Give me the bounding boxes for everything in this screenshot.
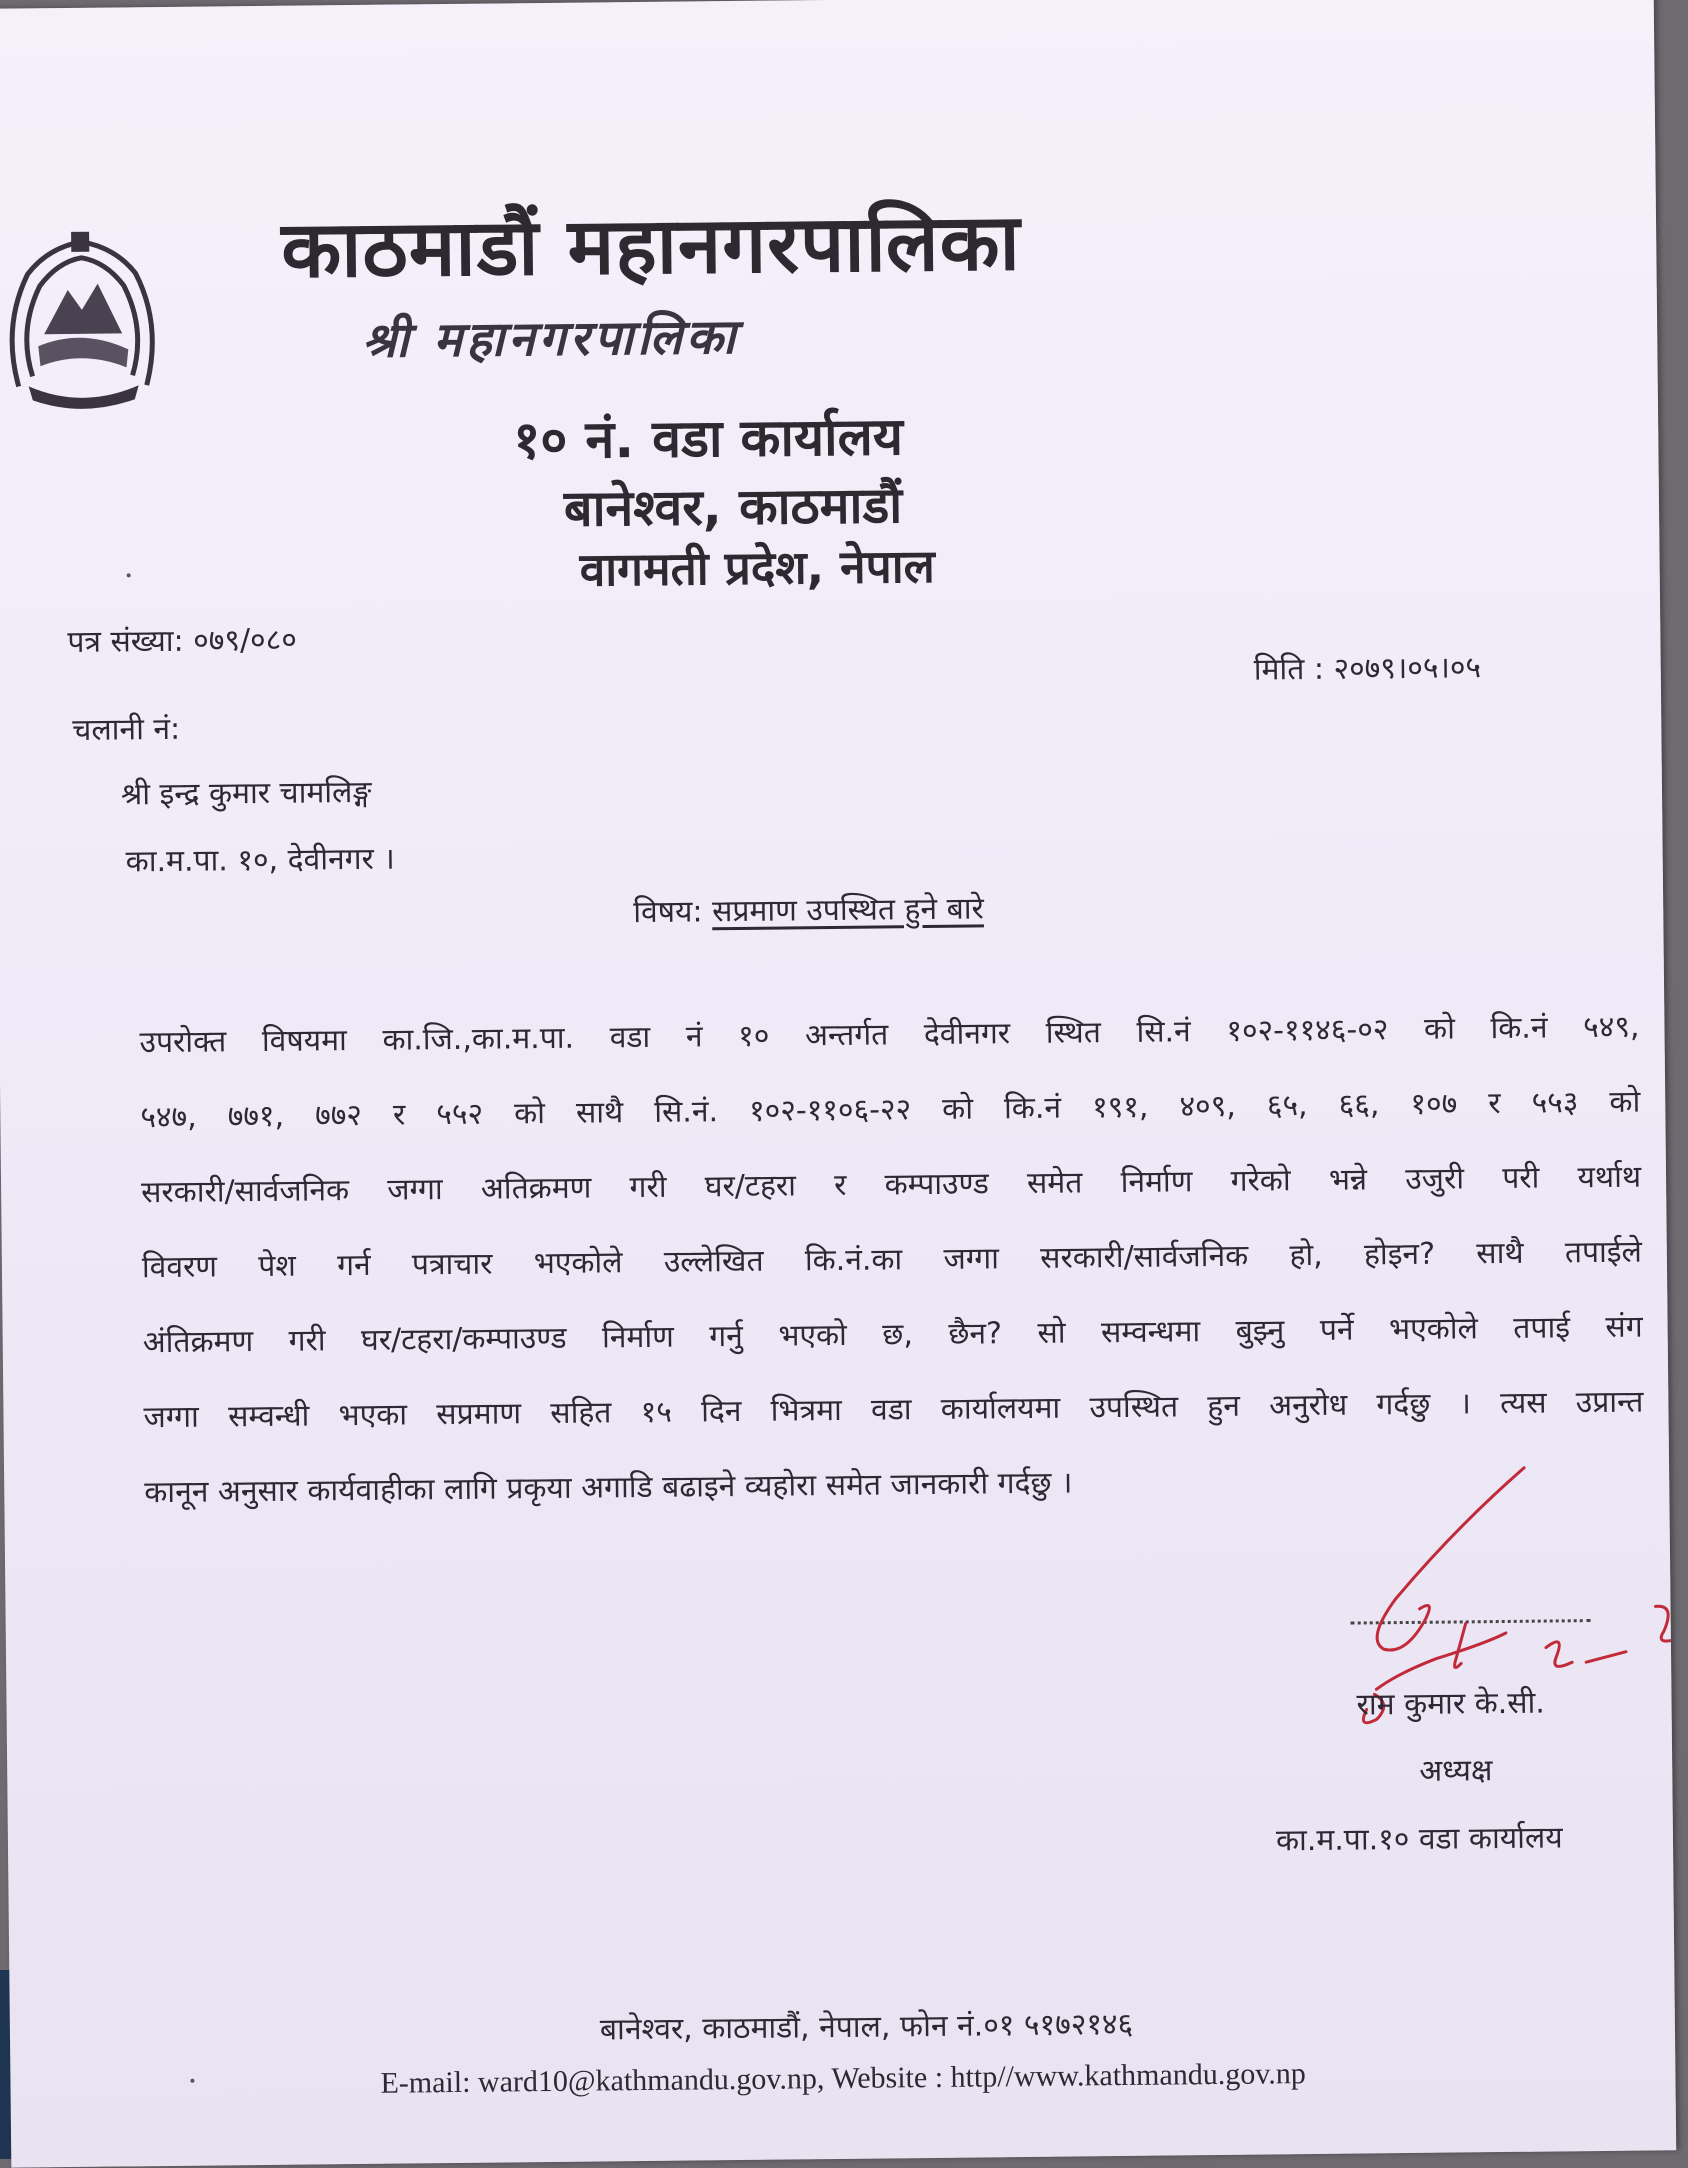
footer-contact: E-mail: ward10@kathmandu.gov.np, Website : http//www.kathmandu.gov.np xyxy=(380,2057,1306,2100)
office-locality: बानेश्वर, काठमाडौं xyxy=(563,476,903,538)
recipient-address: का.म.पा. १०, देवीनगर । xyxy=(125,841,395,880)
paper-mark xyxy=(127,573,131,577)
body-line: उपरोक्त विषयमा का.जि.,का.म.पा. वडा नं १० अन्तर्गत देवीनगर स्थित सि.नं १०२-११४६-०२ को कि.नं ५४९, xyxy=(139,1009,1640,1061)
footer-address: बानेश्वर, काठमाडौं, नेपाल, फोन नं.०१ ५१७२१४६ xyxy=(599,2006,1134,2048)
ward-office-name: १० नं. वडा कार्यालय xyxy=(512,407,904,472)
letter-body xyxy=(139,990,1644,1531)
subject-value: सप्रमाण उपस्थित हुने बारे xyxy=(711,891,984,930)
body-line: विवरण पेश गर्न पत्राचार भएकोले उल्लेखित कि.नं.का जग्गा सरकारी/सार्वजनिक हो, होइन? साथै तपाईले xyxy=(141,1234,1643,1286)
body-line: अंतिक्रमण गरी घर/टहरा/कम्पाउण्ड निर्माण गर्नु भएको छ, छैन? सो सम्वन्धमा बुझ्नु पर्ने भएकोले तपाई संग xyxy=(142,1309,1643,1361)
subject-line xyxy=(633,886,984,931)
signatory-office: का.म.पा.१० वडा कार्यालय xyxy=(1275,1820,1563,1859)
paper-mark xyxy=(190,2079,194,2083)
body-line: कानून अनुसार कार्यवाहीका लागि प्रकृया अगाडि बढाइने व्यहोरा समेत जानकारी गर्दछु । xyxy=(144,1465,1073,1511)
letter-date xyxy=(1254,645,1482,688)
office-province: वागमती प्रदेश, नेपाल xyxy=(579,538,936,597)
nepal-emblem-icon xyxy=(0,225,167,413)
recipient-name: श्री इन्द्र कुमार चामलिङ्ग xyxy=(120,774,372,813)
signatory-name: राम कुमार के.सी. xyxy=(1356,1685,1546,1723)
date-value: २०७९।०५।०५ xyxy=(1333,650,1482,687)
letter-number xyxy=(67,618,297,661)
dispatch-number xyxy=(72,707,180,749)
municipality-script-title: श्री महानगरपालिका xyxy=(361,308,740,369)
date-label: मिति : xyxy=(1253,651,1325,688)
body-line: ५४७, ७७१, ७७२ र ५५२ को साथै सि.नं. १०२-११०६-२२ को कि.नं १९१, ४०९, ६५, ६६, १०७ र ५५३ को xyxy=(140,1084,1641,1136)
signatory-title: अध्यक्ष xyxy=(1419,1753,1493,1789)
body-line: जग्गा सम्वन्धी भएका सप्रमाण सहित १५ दिन भित्रमा वडा कार्यालयमा उपस्थित हुन अनुरोध गर्दछु । त्यस उप्रान्त xyxy=(143,1384,1644,1436)
dispatch-number-label: चलानी नं: xyxy=(72,711,181,748)
body-line: सरकारी/सार्वजनिक जग्गा अतिक्रमण गरी घर/टहरा र कम्पाउण्ड समेत निर्माण गरेको भन्ने उजुरी परी यर्थाथ xyxy=(140,1159,1642,1211)
letter-number-value: ०७९/०८० xyxy=(192,622,298,659)
subject-label: विषय: xyxy=(633,894,703,931)
municipality-title: काठमाडौं महानगरपालिका xyxy=(280,197,1022,296)
letter-number-label: पत्र संख्या: xyxy=(67,623,184,660)
